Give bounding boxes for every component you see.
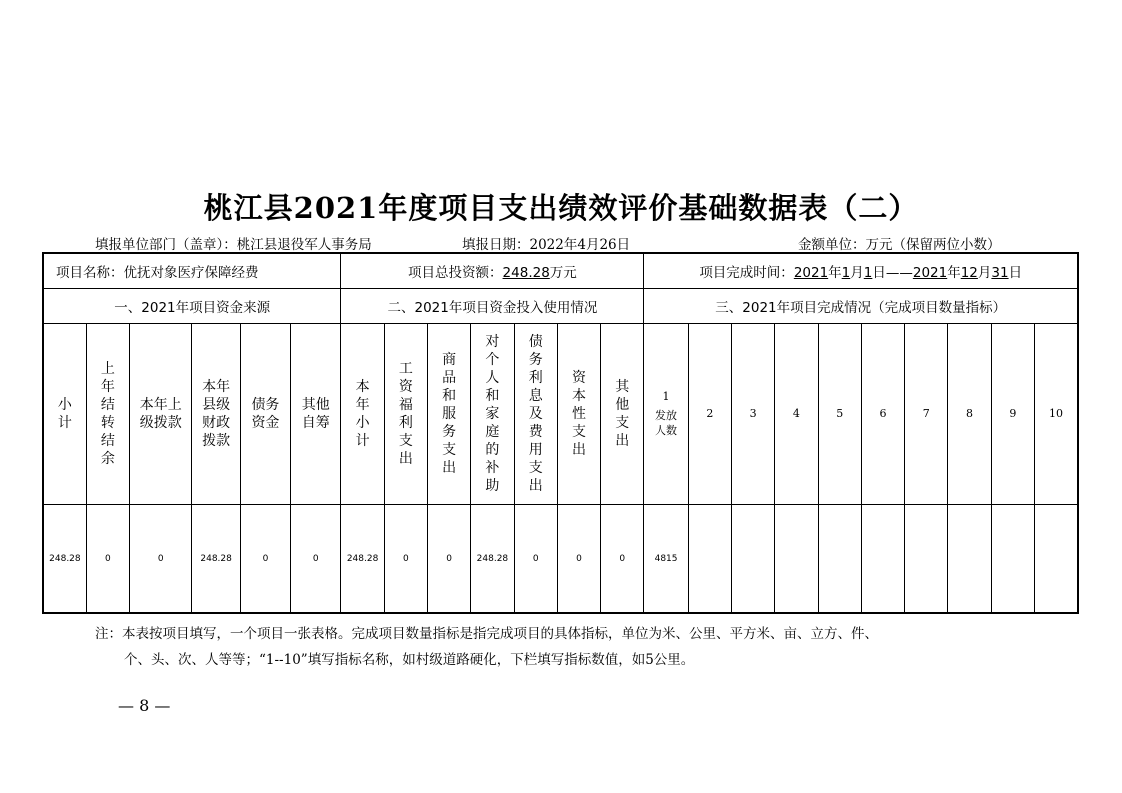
value-salary-welfare: 0 bbox=[384, 505, 427, 614]
header-funding-subtotal bbox=[43, 324, 86, 505]
header-debt-funds bbox=[240, 324, 290, 505]
header-indicator-4: 4 bbox=[775, 324, 818, 505]
header-indicator-1 bbox=[644, 324, 688, 505]
end-month: 12 bbox=[960, 265, 978, 281]
value-indicator-1: 4815 bbox=[644, 505, 688, 614]
end-day: 31 bbox=[991, 265, 1009, 281]
day-char: 日 bbox=[1008, 265, 1023, 281]
header-indicator-5: 5 bbox=[818, 324, 861, 505]
investment-label: 项目总投资额： bbox=[408, 265, 503, 281]
value-indicator-3 bbox=[731, 505, 774, 614]
header-label: 本年小计 bbox=[355, 379, 370, 449]
indicator-name: 发放人数 bbox=[655, 409, 678, 437]
start-month: 1 bbox=[841, 265, 851, 281]
header-indicator-10: 10 bbox=[1034, 324, 1078, 505]
month-char: 月 bbox=[850, 265, 864, 281]
investment-value: 248.28 bbox=[502, 265, 550, 281]
header-capital-expense bbox=[557, 324, 600, 505]
header-label: 本年上级拨款 bbox=[139, 397, 182, 431]
month-char: 月 bbox=[977, 265, 992, 281]
section-funding-usage: 二、2021年项目资金投入使用情况 bbox=[341, 289, 644, 324]
value-household-subsidy: 248.28 bbox=[471, 505, 514, 614]
value-indicator-10 bbox=[1034, 505, 1078, 614]
header-indicator-3: 3 bbox=[731, 324, 774, 505]
value-county-allocation: 248.28 bbox=[192, 505, 240, 614]
header-other-expense bbox=[601, 324, 644, 505]
header-superior-allocation bbox=[130, 324, 192, 505]
page-title: 桃江县2021年度项目支出绩效评价基础数据表（二） bbox=[203, 191, 919, 225]
value-indicator-4 bbox=[775, 505, 818, 614]
header-label: 债务资金 bbox=[251, 397, 280, 431]
value-funding-subtotal: 248.28 bbox=[43, 505, 86, 614]
year-char: 年 bbox=[947, 265, 961, 281]
value-indicator-6 bbox=[861, 505, 904, 614]
day-char: 日 bbox=[872, 265, 886, 281]
year-char: 年 bbox=[828, 265, 842, 281]
value-indicator-9 bbox=[991, 505, 1034, 614]
header-indicator-8: 8 bbox=[948, 324, 991, 505]
note-line-1: 注：本表按项目填写，一个项目一张表格。完成项目数量指标是指完成项目的具体指标，单位为米、公里、平方米、亩、立方、件、 bbox=[95, 626, 878, 642]
value-goods-services: 0 bbox=[428, 505, 471, 614]
header-indicator-7: 7 bbox=[905, 324, 948, 505]
header-label: 其他支出 bbox=[615, 379, 630, 449]
header-salary-welfare bbox=[384, 324, 427, 505]
header-label: 资本性支出 bbox=[571, 370, 586, 458]
section-funding-source: 一、2021年项目资金来源 bbox=[43, 289, 341, 324]
section-completion: 三、2021年项目完成情况（完成项目数量指标） bbox=[644, 289, 1078, 324]
header-debt-interest bbox=[514, 324, 557, 505]
note-line-2: 个、头、次、人等等；“1--10”填写指标名称，如村级道路硬化，下栏填写指标数值，如5公里。 bbox=[124, 652, 695, 668]
project-name-value: 优抚对象医疗保障经费 bbox=[123, 265, 259, 281]
header-carryover bbox=[86, 324, 129, 505]
indicator-index: 1 bbox=[662, 390, 670, 403]
value-debt-interest: 0 bbox=[514, 505, 557, 614]
value-indicator-2 bbox=[688, 505, 731, 614]
value-indicator-8 bbox=[948, 505, 991, 614]
filling-unit: 填报单位部门（盖章）：桃江县退役军人事务局 bbox=[95, 237, 372, 253]
header-county-allocation bbox=[192, 324, 240, 505]
start-day: 1 bbox=[863, 265, 873, 281]
value-self-raised: 0 bbox=[291, 505, 341, 614]
header-indicator-6: 6 bbox=[861, 324, 904, 505]
project-completion-time-cell bbox=[644, 253, 1078, 289]
header-household-subsidy bbox=[471, 324, 514, 505]
completion-label: 项目完成时间： bbox=[699, 265, 794, 281]
date-dash: —— bbox=[885, 265, 913, 281]
header-indicator-9: 9 bbox=[991, 324, 1034, 505]
value-carryover: 0 bbox=[86, 505, 129, 614]
investment-unit: 万元 bbox=[549, 265, 577, 281]
end-year: 2021 bbox=[912, 265, 948, 281]
header-label: 小计 bbox=[57, 397, 72, 431]
value-indicator-5 bbox=[818, 505, 861, 614]
header-goods-services bbox=[428, 324, 471, 505]
project-name-label: 项目名称： bbox=[56, 265, 124, 281]
header-usage-subtotal bbox=[341, 324, 384, 505]
value-capital-expense: 0 bbox=[557, 505, 600, 614]
project-investment-cell bbox=[341, 253, 644, 289]
start-year: 2021 bbox=[793, 265, 829, 281]
page-number: — 8 — bbox=[118, 696, 171, 715]
value-other-expense: 0 bbox=[601, 505, 644, 614]
filling-date: 填报日期：2022年4月26日 bbox=[462, 237, 631, 253]
header-label: 工资福利支出 bbox=[398, 361, 413, 467]
data-table bbox=[42, 252, 1079, 614]
header-self-raised bbox=[291, 324, 341, 505]
value-indicator-7 bbox=[905, 505, 948, 614]
header-label: 债务利息及费用支出 bbox=[528, 334, 543, 494]
project-name-cell bbox=[43, 253, 341, 289]
header-label: 上年结转结余 bbox=[100, 361, 115, 467]
header-label: 本年县级财政拨款 bbox=[202, 379, 231, 449]
header-label: 商品和服务支出 bbox=[442, 352, 457, 476]
header-indicator-2: 2 bbox=[688, 324, 731, 505]
value-superior-allocation: 0 bbox=[130, 505, 192, 614]
value-usage-subtotal: 248.28 bbox=[341, 505, 384, 614]
amount-unit: 金额单位：万元（保留两位小数） bbox=[798, 237, 1001, 253]
header-label: 其他自筹 bbox=[301, 397, 330, 431]
header-label: 对个人和家庭的补助 bbox=[485, 334, 500, 494]
value-debt-funds: 0 bbox=[240, 505, 290, 614]
